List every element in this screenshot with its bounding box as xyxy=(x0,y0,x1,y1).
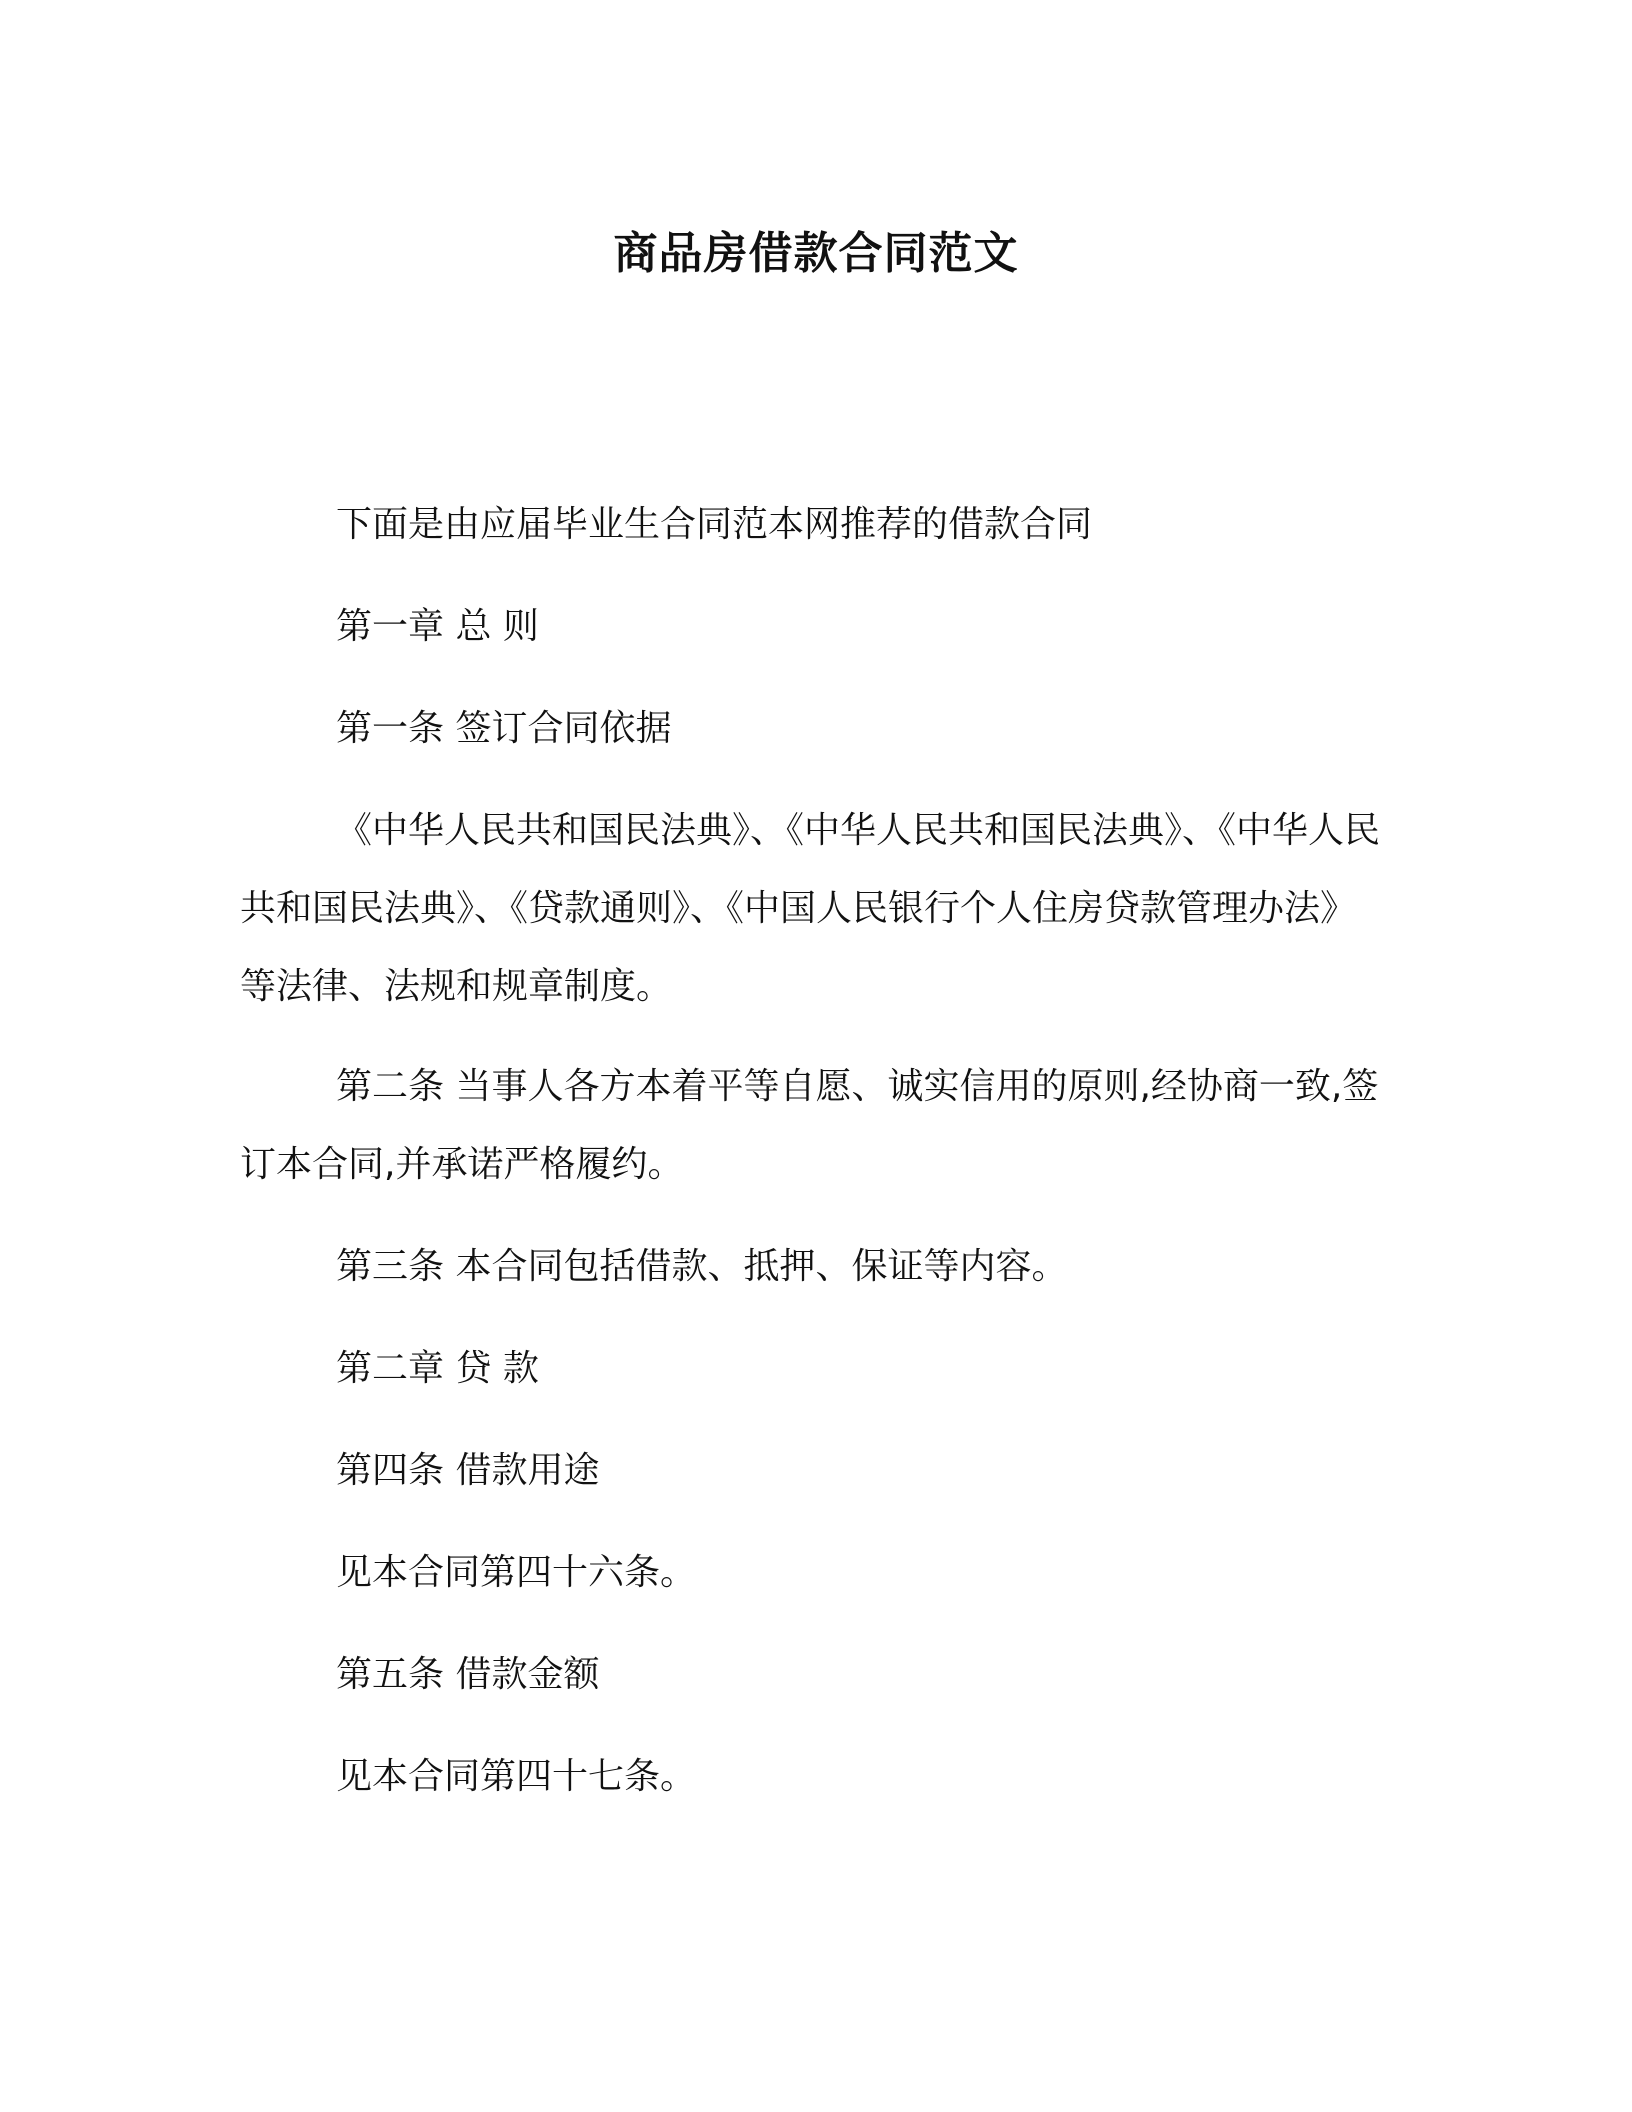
article-1-body: 《中华人民共和国民法典》、《中华人民共和国民法典》、《中华人民共和国民法典》、《贷款通则》、《中国人民银行个人住房贷款管理办法》等法律、法规和规章制度。 xyxy=(240,810,1381,1007)
article-5-body: 见本合同第四十七条。 xyxy=(336,1756,697,1797)
document-title: 商品房借款合同范文 xyxy=(613,228,1019,279)
article-5-heading: 第五条 借款金额 xyxy=(336,1654,600,1695)
article-4-body: 见本合同第四十六条。 xyxy=(336,1552,697,1593)
article-4-heading: 第四条 借款用途 xyxy=(336,1450,600,1491)
article-2: 第二条 当事人各方本着平等自愿、诚实信用的原则,经协商一致,签订本合同,并承诺严格履约。 xyxy=(240,1066,1379,1185)
article-3: 第三条 本合同包括借款、抵押、保证等内容。 xyxy=(336,1246,1068,1287)
chapter-heading-2: 第二章 贷 款 xyxy=(336,1348,539,1389)
paragraph-intro: 下面是由应届毕业生合同范本网推荐的借款合同 xyxy=(336,504,1093,545)
article-1-heading: 第一条 签订合同依据 xyxy=(336,708,672,749)
chapter-heading-1: 第一章 总 则 xyxy=(336,606,539,647)
